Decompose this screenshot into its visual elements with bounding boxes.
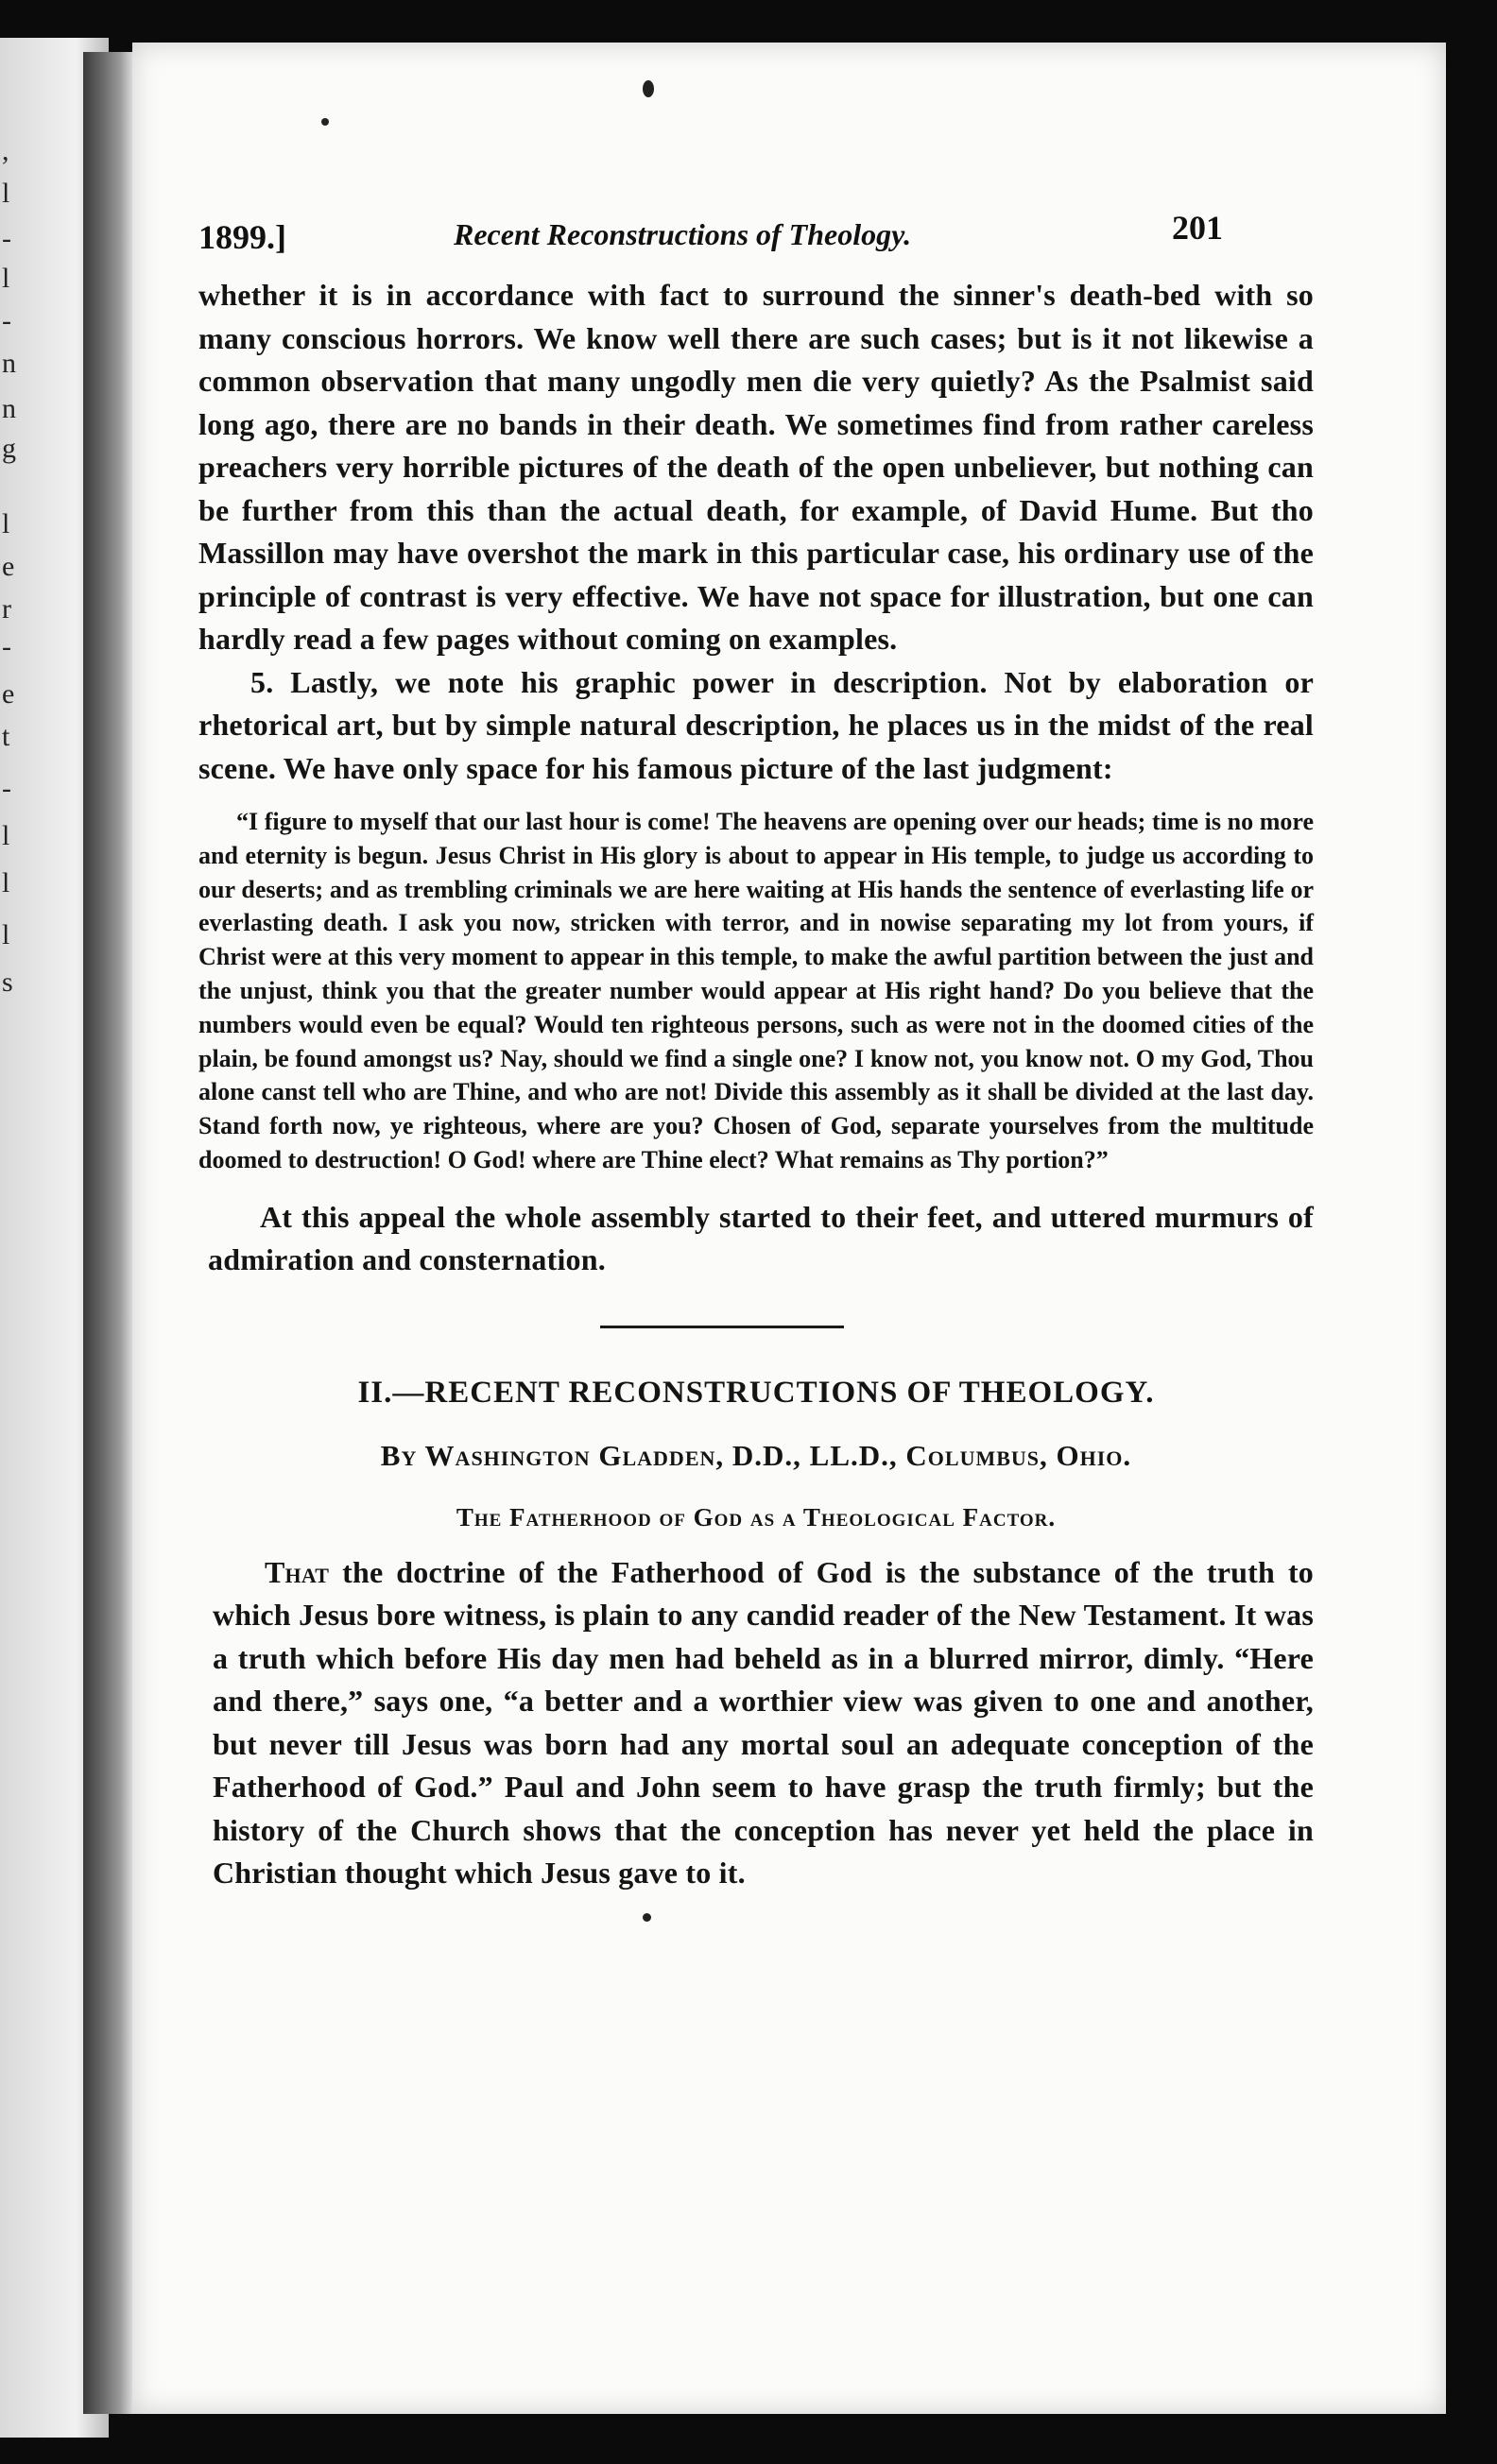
- book-gutter-shadow: [83, 52, 132, 2414]
- facing-page-fragment: -: [2, 305, 11, 336]
- block-quote-last-judgment: “I figure to myself that our last hour is come! The heavens are opening over our heads; time is no more and eternity is begun. Jesus Christ in His glory is about to appear in His temple, to judge us according to our deserts; and as trembling criminals we are here waiting at His hands the sentence of everlasting life or everlasting death. I ask you now, stricken with terror, and in nowise separating my lot from yours, if Christ were at this very moment to appear in this temple, to make the awful partition between the just and the unjust, think you that the greater number would appear at His right hand? Do you believe that the numbers would even be equal? Would ten righteous persons, such as were not in the doomed cities of the plain, be found amongst us? Nay, should we find a single one? I know not, you know not. O my God, Thou alone canst tell who are Thine, and who are not! Divide this assembly as it shall be divided at the last day. Stand forth now, ye righteous, where are you? Chosen of God, separate yourselves from the multitude doomed to destruction! O God! where are Thine elect? What remains as Thy portion?”: [198, 808, 1314, 1173]
- facing-page-fragment: r: [2, 593, 11, 625]
- paragraph-appeal: At this appeal the whole assembly started to their feet, and uttered murmurs of admiration and consternation.: [208, 1199, 1314, 1277]
- facing-page-fragment: n: [2, 393, 16, 424]
- paragraph-description: 5. Lastly, we note his graphic power in description. Not by elaboration or rhetorical art, but by simple natural description, he places us in the midst of the real scene. We have only space for his famous picture of the last judgment:: [198, 664, 1314, 785]
- facing-page-fragment: e: [2, 551, 15, 582]
- facing-page-fragment: -: [2, 223, 11, 254]
- facing-page-fragment: l: [2, 919, 10, 950]
- author-byline: By Washington Gladden, D.D., LL.D., Columbus, Ohio.: [380, 1438, 1132, 1472]
- facing-page-fragment: l: [2, 508, 10, 539]
- section-body-text: the doctrine of the Fatherhood of God is the substance of the truth to which Jesus bore witness, is plain to any candid reader of the New Testament. It was a truth which before His day men had beheld as in a blurred mirror, dimly. “Here and there,” says one, “a better and a worthier view was given to one and another, but never till Jesus was born had any mortal soul an adequate conception of the Fatherhood of God.” Paul and John seem to have grasp the truth firmly; but the history of the Church shows that the conception has never yet held the place in Christian thought which Jesus gave to it.: [213, 1554, 1314, 1891]
- page-number: 201: [1172, 209, 1223, 247]
- facing-page-fragment: ,: [2, 135, 9, 166]
- ink-speck: [643, 80, 654, 97]
- book-page: [132, 43, 1446, 2414]
- facing-page-fragment: g: [2, 433, 16, 464]
- running-head: [198, 208, 1314, 274]
- ink-speck: [321, 118, 329, 126]
- running-title: Recent Reconstructions of Theology.: [454, 217, 912, 251]
- section-title: II.—RECENT RECONSTRUCTIONS OF THEOLOGY.: [357, 1375, 1155, 1410]
- lead-word: That: [265, 1554, 330, 1589]
- facing-page-fragment: e: [2, 678, 15, 710]
- facing-page-fragment: l: [2, 263, 10, 294]
- section-opening-paragraph: [213, 1551, 1314, 1895]
- section-divider: [600, 1326, 844, 1328]
- facing-page-fragment: s: [2, 967, 13, 998]
- facing-page-fragment: n: [2, 348, 16, 379]
- paragraph-contrast: whether it is in accordance with fact to surround the sinner's death-bed with so many conscious horrors. We know well there are such cases; but is it not likewise a common observation that many ungodly men die very quietly? As the Psalmist said long ago, there are no bands in their death. We sometimes find from rather careless preachers very horrible pictures of the death of the open unbeliever, but nothing can be further from this than the actual death, for example, of David Hume. But tho Massillon may have overshot the mark in this particular case, his ordinary use of the principle of contrast is very effective. We have not space for illustration, but one can hardly read a few pages without coming on examples.: [198, 278, 1314, 656]
- facing-page-fragment: t: [2, 721, 10, 752]
- section-subtitle: The Fatherhood of God as a Theological Factor.: [456, 1502, 1057, 1531]
- facing-page-fragment: -: [2, 631, 11, 662]
- ink-speck: [643, 1913, 651, 1922]
- page-content: [198, 208, 1314, 1895]
- facing-page-fragment: -: [2, 773, 11, 804]
- facing-page-fragment: l: [2, 867, 10, 898]
- facing-page-fragment: l: [2, 820, 10, 851]
- volume-year: 1899.]: [198, 218, 286, 256]
- facing-page-fragment: l: [2, 178, 10, 209]
